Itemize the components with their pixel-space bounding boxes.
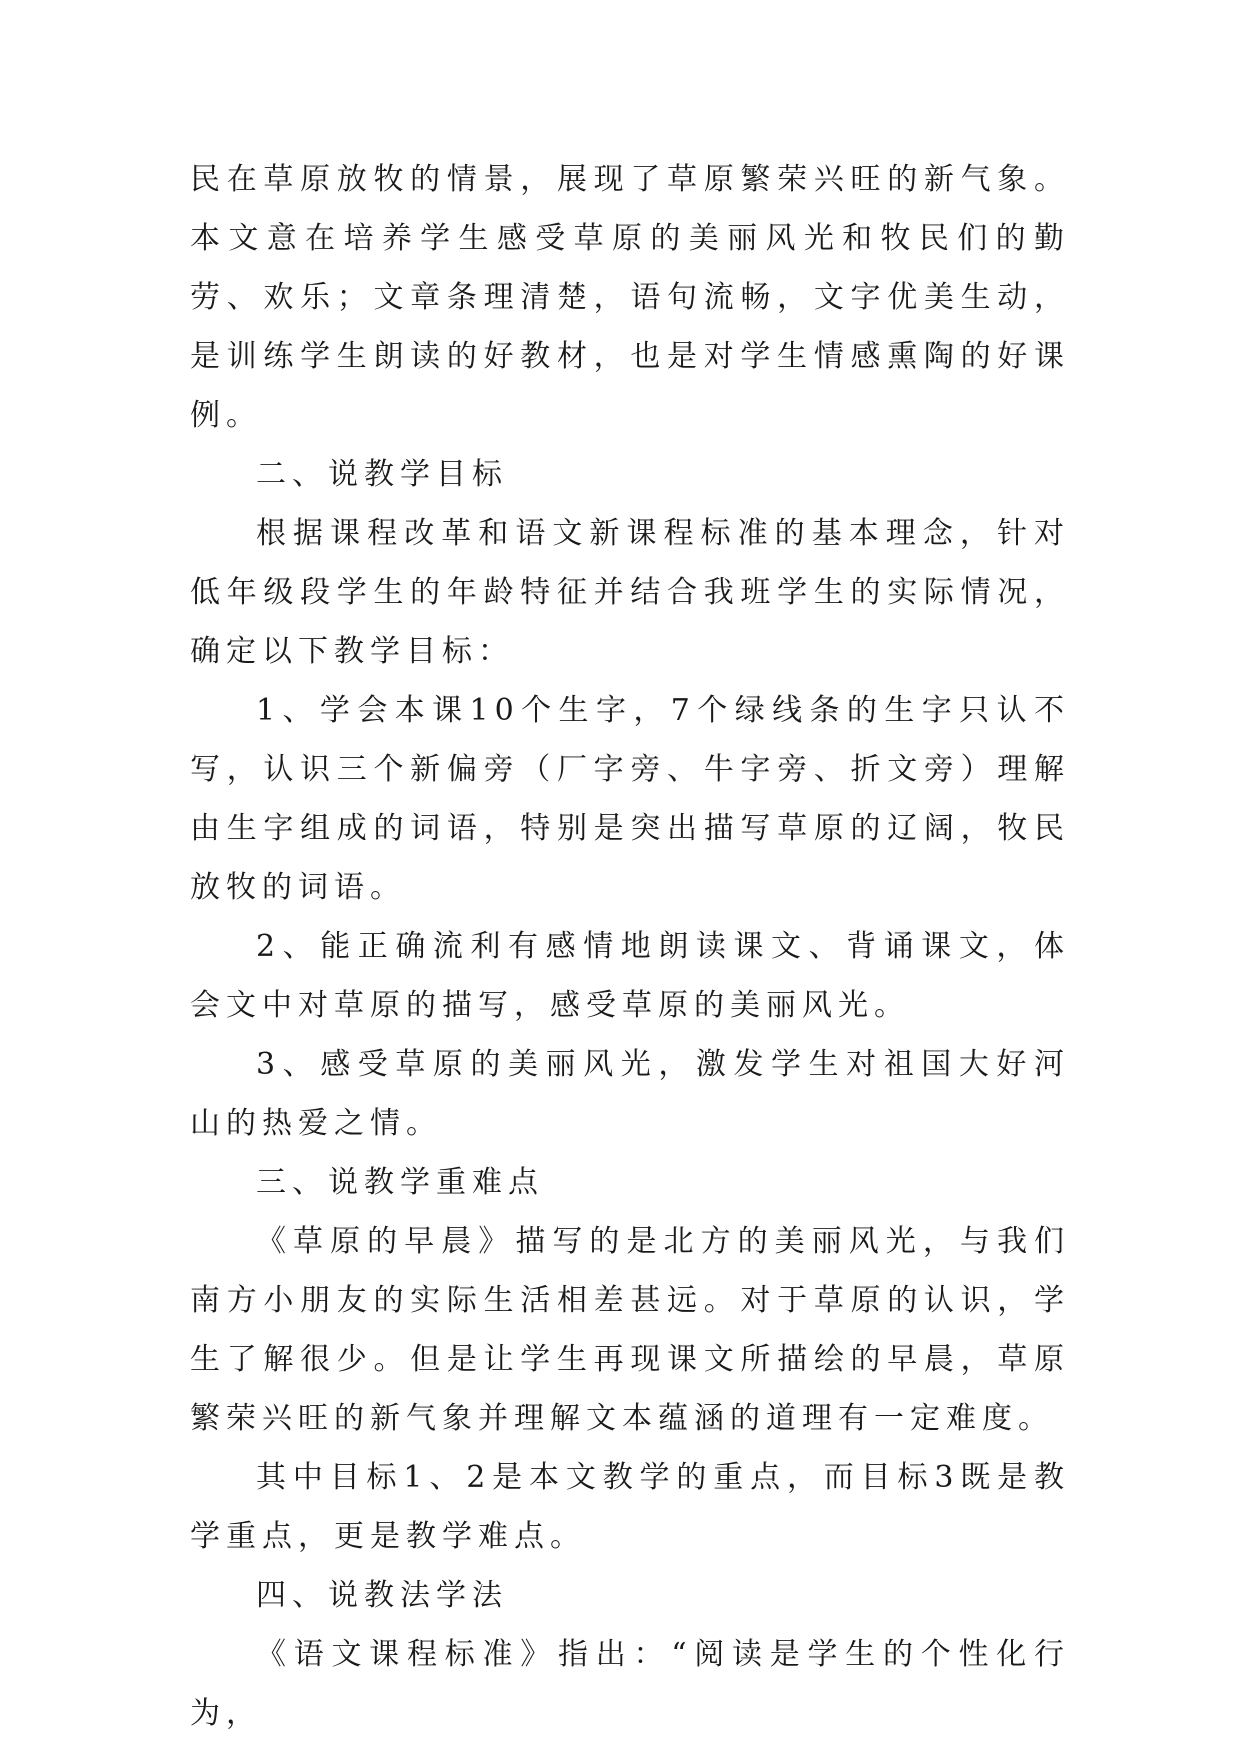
section-heading-methods: 四、说教法学法 — [256, 1578, 508, 1613]
goal-item-2: 2、能正确流利有感情地朗读课文、背诵课文，体会文中对草原的描写，感受草原的美丽风光。 — [190, 929, 1070, 1023]
paragraph-curriculum-quote: 《语文课程标准》指出：“阅读是学生的个性化行为， — [190, 1637, 1070, 1731]
paragraph-intro-continued: 民在草原放牧的情景，展现了草原繁荣兴旺的新气象。本文意在培养学生感受草原的美丽风光和牧民们的勤劳、欢乐；文章条理清楚，语句流畅，文字优美生动，是训练学生朗读的好教材，也是对学生情感熏陶的好课例。 — [190, 162, 1070, 433]
paragraph-goals-basis: 根据课程改革和语文新课程标准的基本理念，针对低年级段学生的年龄特征并结合我班学生的实际情况，确定以下教学目标： — [190, 516, 1070, 669]
paragraph-key-points: 其中目标1、2是本文教学的重点，而目标3既是教学重点，更是教学难点。 — [190, 1460, 1070, 1554]
document-page — [190, 150, 1070, 1743]
goal-item-3: 3、感受草原的美丽风光，激发学生对祖国大好河山的热爱之情。 — [190, 1047, 1070, 1141]
section-heading-teaching-goals: 二、说教学目标 — [256, 457, 508, 492]
paragraph-difficulties: 《草原的早晨》描写的是北方的美丽风光，与我们南方小朋友的实际生活相差甚远。对于草原的认识，学生了解很少。但是让学生再现课文所描绘的早晨，草原繁荣兴旺的新气象并理解文本蕴涵的道理有一定难度。 — [190, 1224, 1070, 1436]
goal-item-1: 1、学会本课10个生字，7个绿线条的生字只认不写，认识三个新偏旁（厂字旁、牛字旁、折文旁）理解由生字组成的词语，特别是突出描写草原的辽阔，牧民放牧的词语。 — [190, 693, 1070, 905]
section-heading-key-difficulties: 三、说教学重难点 — [256, 1165, 544, 1200]
